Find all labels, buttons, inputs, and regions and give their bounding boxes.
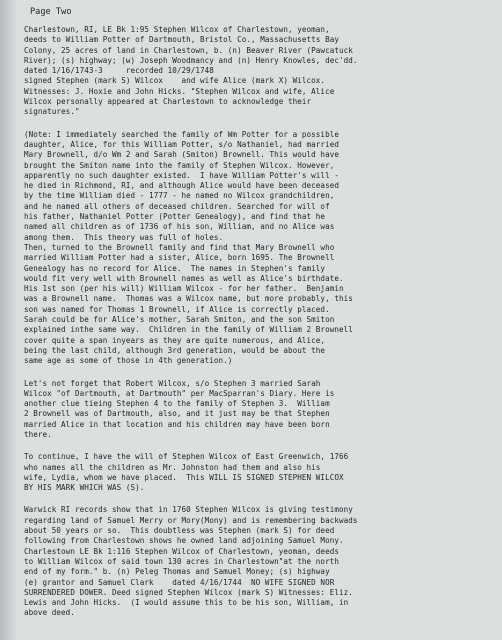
text-line: among them. This theory was full of holes. (24, 232, 224, 242)
text-line: above deed. (24, 608, 75, 618)
text-line: regarding land of Samuel Merry or Mory(Mony) and is remembering backwads (24, 515, 358, 525)
text-line: and he named all others of deceased children. Searched for will of (24, 201, 330, 211)
text-line: he died in Richmond, RI, and although Alice would have been deceased (24, 181, 339, 191)
text-line: Let's not forget that Robert Wilcox, s/o Stephen 3 married Sarah (24, 378, 321, 388)
text-line: Sarah could be for Alice's mother, Sarah Smiton, and the son Smiton (24, 315, 335, 325)
text-line: wife, Lydia, whom we have placed. This WILL IS SIGNED STEPHEN WILCOX (24, 472, 344, 482)
text-line: BY HIS MARK WHICH WAS (S). (24, 483, 145, 493)
document-body (24, 25, 492, 619)
text-line: Then, turned to the Brownell family and find that Mary Brownell who (24, 242, 335, 252)
text-line: 2 Brownell was of Dartmouth, also, and it just may be that Stephen (24, 409, 330, 419)
text-line: Warwick RI records show that in 1760 Stephen Wilcox is giving testimony (24, 505, 353, 515)
text-line: being the last child, although 3rd generation, would be about the (24, 345, 326, 355)
text-line: to William Wilcox of said town 130 acres in Charlestown"at the north (24, 556, 339, 566)
text-line: dated 1/16/1743-3 recorded 10/29/1748 (24, 66, 214, 76)
text-line: apparently no such daughter existed. I have William Potter's will - (24, 170, 339, 180)
text-line: brought the Smiton name into the family of Stephen Wilcox. However, (24, 160, 335, 170)
text-line: deeds to William Potter of Dartmouth, Bristol Co., Massachusetts Bay (24, 35, 339, 45)
text-line: signed Stephen (mark S) Wilcox and wife Alice (mark X) Wilcox. (24, 76, 326, 86)
paragraph (24, 130, 492, 367)
text-line: Genealogy has no record for Alice. The names in Stephen's family (24, 263, 326, 273)
text-line: explained inthe same way. Children in the family of William 2 Brownell (24, 325, 353, 335)
text-line: (e) grantor and Samuel Clark dated 4/16/1744 NO WIFE SIGNED NOR (24, 577, 335, 587)
text-line: River); (s) highway; (w) Joseph Woodmancy and (n) Henry Knowles, dec'dd. (24, 55, 358, 65)
text-line: Charlestown LE Bk 1:116 Stephen Wilcox of Charlestown, yeoman, deeds (24, 546, 339, 556)
text-line: who names all the children as Mr. Johnston had them and also his (24, 462, 321, 472)
text-line: following from Charlestown shows he owned land adjoining Samuel Mony. (24, 536, 344, 546)
text-line: married Alice in that location and his children may have been born (24, 419, 330, 429)
text-line: Witnesses: J. Hoxie and John Hicks. "Stephen Wilcox and wife, Alice (24, 86, 335, 96)
text-line: by the time William died - 1777 - he named no Wilcox grandchildren, (24, 191, 335, 201)
text-line: Wilcox personally appeared at Charlestown to acknowledge their (24, 97, 312, 107)
text-line: daughter, Alice, for this William Potter, s/o Nathaniel, had married (24, 139, 339, 149)
paragraph (24, 379, 492, 441)
paragraph (24, 25, 492, 118)
text-line: To continue, I have the will of Stephen Wilcox of East Greenwich, 1766 (24, 452, 349, 462)
text-line: Lewis and John Hicks. (I would assume this to be his son, William, in (24, 598, 349, 608)
text-line: Charlestown, RI, LE Bk 1:95 Stephen Wilcox of Charlestown, yeoman, (24, 25, 330, 34)
paragraph (24, 452, 492, 493)
text-line: same age as some of those in 4th generation.) (24, 356, 233, 366)
text-line: Colony, 25 acres of land in Charlestown, b. (n) Beaver River (Pawcatuck (24, 45, 353, 55)
text-line: would fit very well with Brownell names as well as Alice's birthdate. (24, 273, 344, 283)
text-line: (Note: I immediately searched the family of Wm Potter for a possible (24, 129, 339, 139)
text-line: Mary Brownell, d/o Wm 2 and Sarah (Smiton) Brownell. This would have (24, 150, 339, 160)
text-line: end of my form." b. (n) Peleg Thomas and Samuel Money; (s) highway (24, 567, 330, 577)
text-line: his father, Nathaniel Potter (Potter Genealogy), and find that he (24, 212, 326, 222)
text-line: about 50 years or so. This doubtless was Stephen (mark S) for deed (24, 526, 335, 536)
text-line: cover quite a span inyears as they are quite numerous, and Alice, (24, 335, 326, 345)
text-line: Wilcox "of Dartmouth, at Dartmouth" per MacSparran's Diary. Here is (24, 388, 335, 398)
text-line: signatures." (24, 107, 80, 117)
text-line: was a Brownell name. Thomas was a Wilcox name, but more probably, this (24, 294, 353, 304)
text-line: SURRENDERED DOWER. Deed signed Stephen Wilcox (mark S) Witnesses: Eliz. (24, 587, 353, 597)
page-heading: Page Two (30, 7, 72, 17)
paragraph (24, 505, 492, 618)
text-line: there. (24, 429, 52, 439)
text-line: son was named for Thomas 1 Brownell, if Alice is correctly placed. (24, 304, 330, 314)
text-line: married William Potter had a sister, Alice, born 1695. The Brownell (24, 253, 335, 263)
text-line: another clue tieing Stephen 4 to the family of Stephen 3. William (24, 399, 330, 409)
text-line: named all children as of 1736 of his son, William, and no Alice was (24, 222, 335, 232)
text-line: His 1st son (per his will) William Wilcox - for her father. Benjamin (24, 284, 344, 294)
